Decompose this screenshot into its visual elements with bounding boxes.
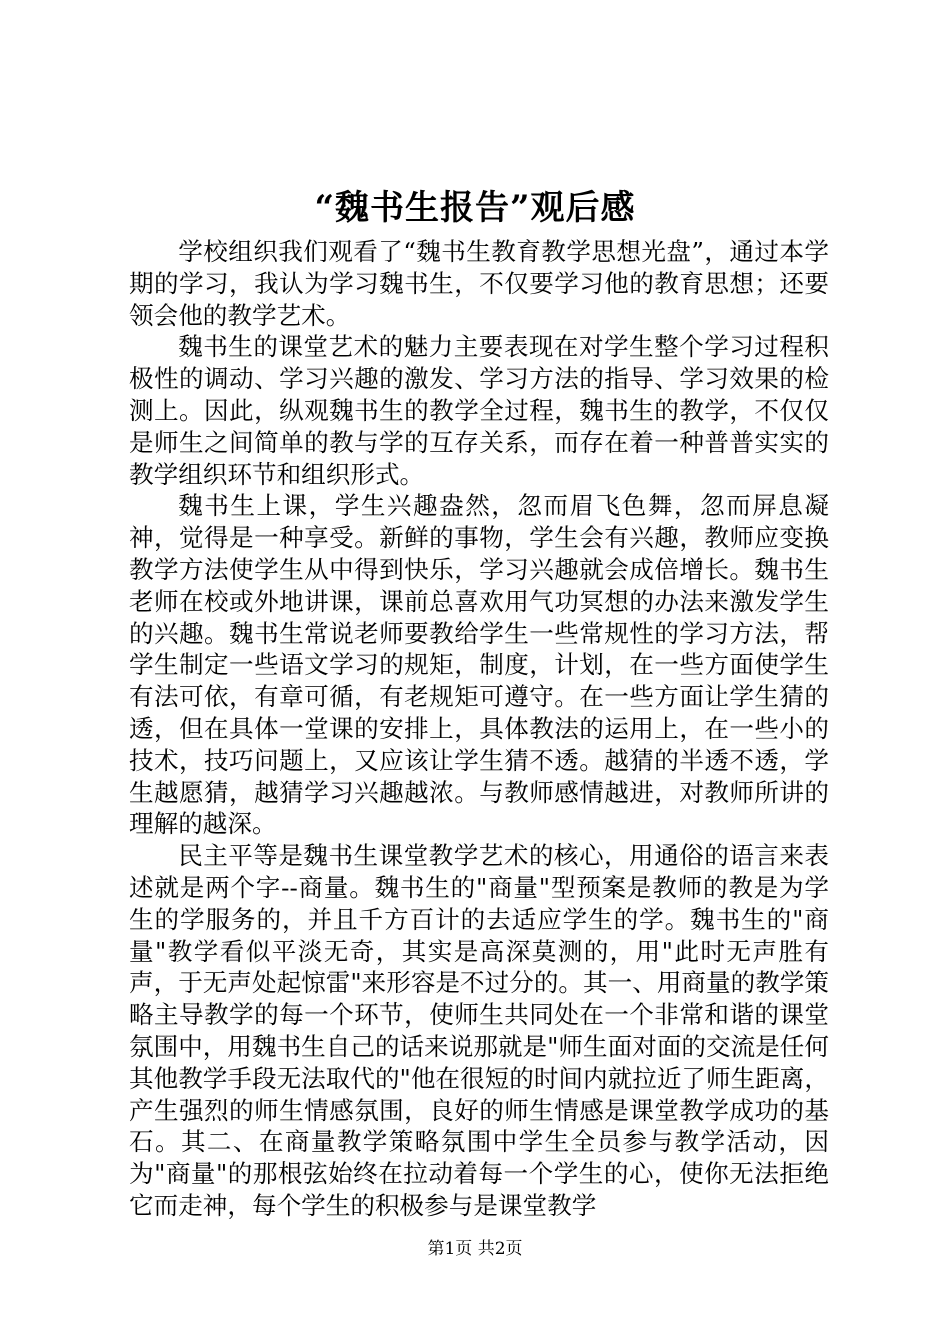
paragraph-2: 魏书生的课堂艺术的魅力主要表现在对学生整个学习过程积极性的调动、学习兴趣的激发、学习方法的指导、学习效果的检测上。因此，纵观魏书生的教学全过程，魏书生的教学，不仅仅是师生之间简单的教与学的互存关系，而存在着一种普普实实的教学组织环节和组织形式。 <box>129 332 829 489</box>
paragraph-4: 民主平等是魏书生课堂教学艺术的核心，用通俗的语言来表述就是两个字--商量。魏书生的"商量"型预案是教师的教是为学生的学服务的，并且千方百计的去适应学生的学。魏书生的"商量"教学看似平淡无奇，其实是高深莫测的，用"此时无声胜有声，于无声处起惊雷"来形容是不过分的。其一、用商量的教学策略主导教学的每一个环节，使师生共同处在一个非常和谐的课堂氛围中，用魏书生自己的话来说那就是"师生面对面的交流是任何其他教学手段无法取代的"他在很短的时间内就拉近了师生距离，产生强烈的师生情感氛围，良好的师生情感是课堂教学成功的基石。其二、在商量教学策略氛围中学生全员参与教学活动，因为"商量"的那根弦始终在拉动着每一个学生的心，使你无法拒绝它而走神，每个学生的积极参与是课堂教学 <box>129 841 829 1220</box>
document-body <box>129 236 829 1222</box>
page-footer: 第1页 共2页 <box>427 1239 523 1259</box>
document-title: “魏书生报告”观后感 <box>314 188 636 228</box>
paragraph-3: 魏书生上课，学生兴趣盎然，忽而眉飞色舞，忽而屏息凝神，觉得是一种享受。新鲜的事物，学生会有兴趣，教师应变换教学方法使学生从中得到快乐，学习兴趣就会成倍增长。魏书生老师在校或外地讲课，课前总喜欢用气功冥想的办法来激发学生的兴趣。魏书生常说老师要教给学生一些常规性的学习方法，帮学生制定一些语文学习的规矩，制度，计划，在一些方面使学生有法可依，有章可循，有老规矩可遵守。在一些方面让学生猜的透，但在具体一堂课的安排上，具体教法的运用上，在一些小的技术，技巧问题上，又应该让学生猜不透。越猜的半透不透，学生越愿猜，越猜学习兴趣越浓。与教师感情越进，对教师所讲的理解的越深。 <box>129 491 829 839</box>
paragraph-1: 学校组织我们观看了“魏书生教育教学思想光盘”，通过本学期的学习，我认为学习魏书生，不仅要学习他的教育思想；还要领会他的教学艺术。 <box>129 237 829 330</box>
